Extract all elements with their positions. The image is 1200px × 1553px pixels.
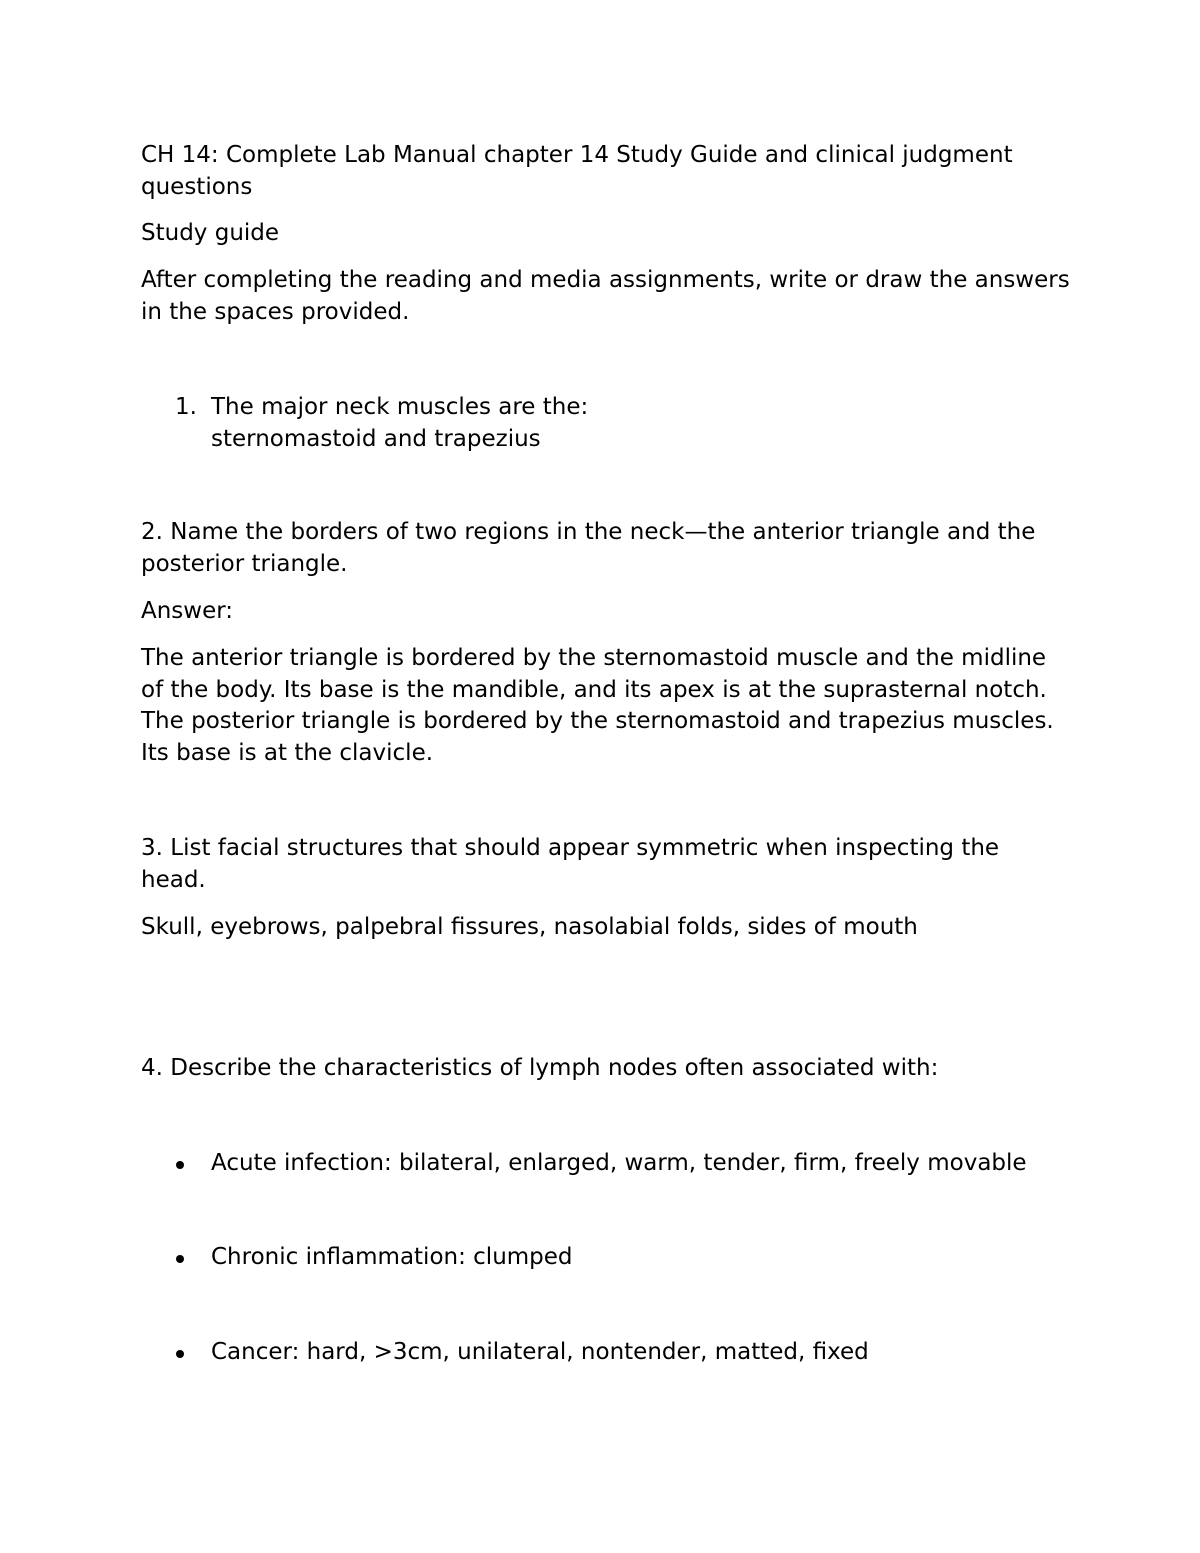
question-3-text: 3. List facial structures that should appear symmetric when inspecting the head.: [141, 835, 1000, 893]
question-2-answer: The anterior triangle is bordered by the sternomastoid muscle and the midline of the body. Its base is the mandible, and its apex is at the suprasternal notch. The posterior triangle is bordered by the sternomastoid and trapezius muscles. Its base is at the clavicle.: [141, 645, 1054, 766]
bullet-icon: [176, 1161, 184, 1169]
section-label: Study guide: [141, 220, 280, 246]
question-2-text: 2. Name the borders of two regions in the neck—the anterior triangle and the posterior triangle.: [141, 519, 1036, 577]
instructions-text: After completing the reading and media assignments, write or draw the answers in the spaces provided.: [141, 267, 1070, 325]
question-4-text: 4. Describe the characteristics of lymph nodes often associated with:: [141, 1055, 939, 1081]
question-1-answer: sternomastoid and trapezius: [211, 425, 541, 452]
question-3-answer: Skull, eyebrows, palpebral fissures, nasolabial folds, sides of mouth: [141, 914, 918, 940]
bullet-text: Acute infection: bilateral, enlarged, warm, tender, firm, freely movable: [211, 1150, 1027, 1176]
bullet-text: Chronic inflammation: clumped: [211, 1244, 573, 1270]
question-1-text: The major neck muscles are the:: [211, 394, 589, 420]
document-title: CH 14: Complete Lab Manual chapter 14 Study Guide and clinical judgment questions: [141, 142, 1013, 200]
bullet-icon: [176, 1255, 184, 1263]
question-2-answer-label: Answer:: [141, 598, 234, 624]
question-1-number: 1.: [175, 394, 197, 420]
bullet-icon: [176, 1350, 184, 1358]
bullet-text: Cancer: hard, >3cm, unilateral, nontender, matted, fixed: [211, 1339, 869, 1365]
